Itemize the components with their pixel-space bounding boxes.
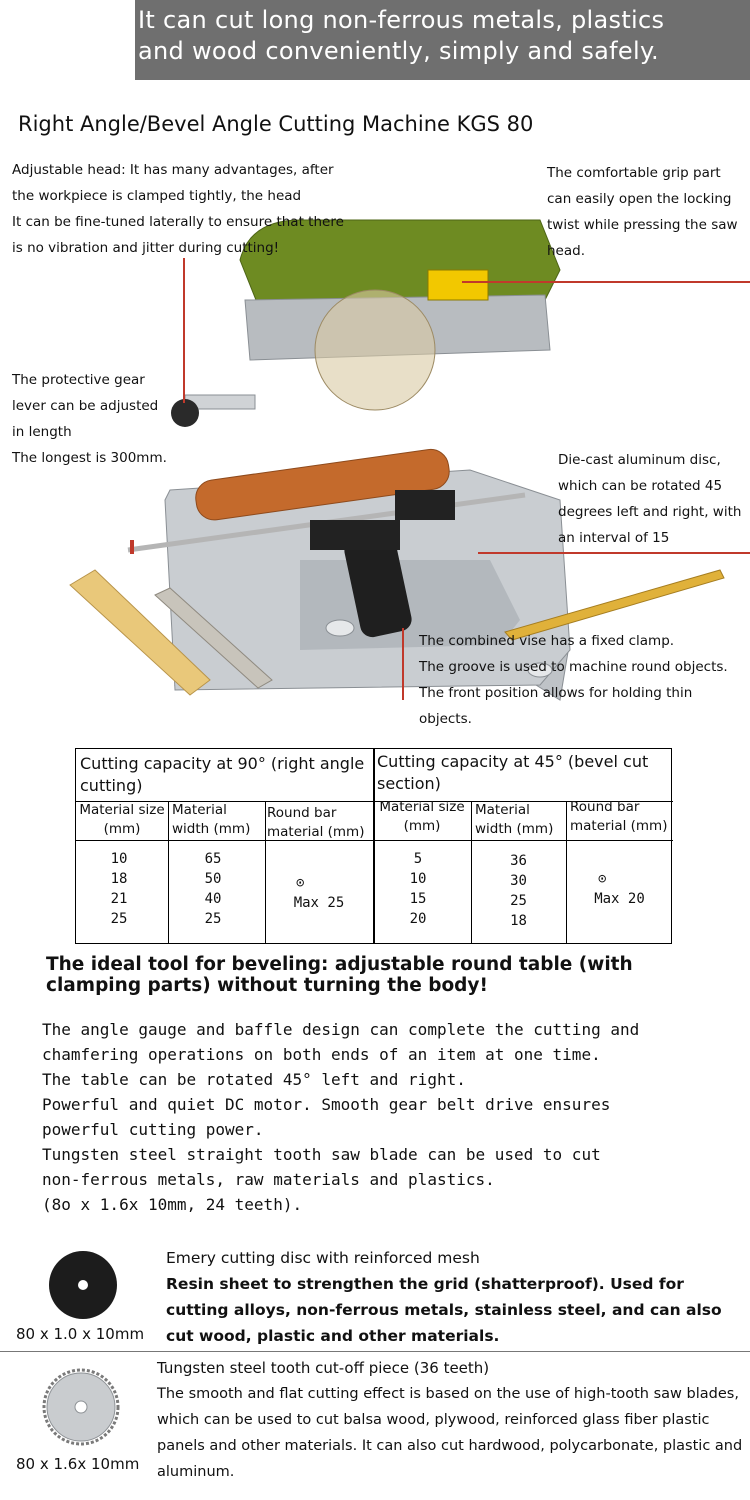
annotation-line: can easily open the locking — [547, 191, 732, 207]
annotation-line: which can be rotated 45 — [558, 478, 723, 494]
col-round-90 — [265, 873, 373, 913]
product-2-title: Tungsten steel tooth cut-off piece (36 teeth) — [157, 1359, 490, 1377]
annotation-line: The comfortable grip part — [547, 165, 721, 181]
description-line: non-ferrous metals, raw materials and plastics. — [42, 1170, 495, 1189]
col-header-width: Material width (mm) — [475, 802, 554, 837]
banner-line-2: and wood conveniently, simply and safely. — [138, 37, 659, 65]
col-header-size: Material size (mm) — [379, 799, 465, 834]
product-2-description: The smooth and flat cutting effect is based on the use of high-tooth saw blades, which can be used to cut balsa wood, plywood, reinforced glass fiber plastic panels and other materials. It can also cut hardwood, polycarbonate, plastic and aluminum. — [157, 1386, 743, 1480]
description-line: powerful cutting power. — [42, 1120, 264, 1139]
saw-blade-image — [42, 1368, 120, 1446]
table-group-title-90: Cutting capacity at 90° (right angle cutting) — [80, 754, 365, 795]
round-symbol: ⊙ — [598, 871, 607, 887]
annotation-line: head. — [547, 243, 585, 259]
table-cell: 25 — [204, 911, 222, 927]
annotation-line: The combined vise has a fixed clamp. — [419, 633, 675, 649]
col-header-round: Round bar material (mm) — [267, 805, 365, 840]
round-symbol: ⊙ — [296, 875, 305, 891]
callout-line-vise — [402, 628, 404, 700]
top-banner — [135, 0, 750, 80]
annotation-line: degrees left and right, with — [558, 504, 742, 520]
product-1-size: 80 x 1.0 x 10mm — [16, 1325, 145, 1343]
col-widths-90 — [168, 849, 258, 929]
table-cell: 10 — [409, 871, 427, 887]
annotation-line: in length — [12, 424, 72, 440]
banner-line-1: It can cut long non-ferrous metals, plastics — [138, 6, 665, 34]
description-line: chamfering operations on both ends of an item at one time. — [42, 1045, 601, 1064]
annotation-line: is no vibration and jitter during cutting! — [12, 240, 280, 256]
callout-line-disc — [478, 552, 750, 554]
table-cell: Max 20 — [594, 891, 645, 907]
product-1-description: Resin sheet to strengthen the grid (shatterproof). Used for cutting alloys, non-ferrous metals, stainless steel, and can also cut wood, plastic and other materials. — [166, 1275, 722, 1345]
product-1-title: Emery cutting disc with reinforced mesh — [166, 1249, 480, 1267]
table-cell: 25 — [510, 893, 527, 909]
annotation-line: The groove is used to machine round objects. — [419, 659, 728, 675]
table-cell: 15 — [409, 891, 427, 907]
table-cell: 30 — [510, 873, 527, 889]
feature-description — [42, 1017, 742, 1217]
table-rule — [265, 801, 266, 943]
annotation-line: Adjustable head: It has many advantages, after — [12, 162, 334, 178]
table-cell: 65 — [204, 851, 222, 867]
grip-part — [428, 270, 488, 300]
cutting-capacity-table — [75, 748, 672, 944]
description-line: The table can be rotated 45° left and right. — [42, 1070, 466, 1089]
col-header-size: Material size (mm) — [79, 802, 165, 837]
annotation-line: The protective gear — [12, 372, 145, 388]
annotation-gear-lever — [12, 367, 192, 471]
annotation-vise — [419, 628, 749, 732]
col-round-45 — [566, 869, 673, 909]
annotation-grip — [547, 160, 750, 264]
product-2-size: 80 x 1.6x 10mm — [16, 1455, 140, 1473]
table-cell: 5 — [413, 851, 423, 867]
col-sizes-90 — [76, 849, 162, 929]
table-cell: 10 — [110, 851, 128, 867]
col-header-width: Material width (mm) — [172, 802, 251, 837]
product-title: Right Angle/Bevel Angle Cutting Machine KGS 80 — [18, 112, 534, 136]
annotation-line: Die-cast aluminum disc, — [558, 452, 721, 468]
callout-line-grip — [462, 281, 750, 283]
blade-hole — [75, 1401, 87, 1413]
vise-clamp — [395, 490, 455, 520]
annotation-line: an interval of 15 — [558, 530, 670, 546]
annotation-line: twist while pressing the saw — [547, 217, 738, 233]
callout-marker-lever — [130, 540, 134, 554]
table-cell: 20 — [409, 911, 427, 927]
table-cell: 50 — [204, 871, 222, 887]
table-cell: 40 — [204, 891, 222, 907]
mount-hole — [326, 620, 354, 636]
vise-clamp — [310, 520, 400, 550]
table-cell: 36 — [510, 853, 527, 869]
table-group-title-45: Cutting capacity at 45° (bevel cut section) — [377, 752, 649, 793]
description-line: Tungsten steel straight tooth saw blade can be used to cut — [42, 1145, 601, 1164]
ideal-tool-heading: The ideal tool for beveling: adjustable round table (with clamping parts) without turning the body! — [46, 954, 633, 996]
annotation-line: It can be fine-tuned laterally to ensure that there — [12, 214, 344, 230]
description-line: (8o x 1.6x 10mm, 24 teeth). — [42, 1195, 303, 1214]
col-sizes-45 — [373, 849, 463, 929]
emery-disc-image — [47, 1249, 119, 1321]
table-cell: 18 — [110, 871, 128, 887]
annotation-line: The front position allows for holding thin — [419, 685, 693, 701]
annotation-adjustable-head — [12, 157, 372, 261]
annotation-line: the workpiece is clamped tightly, the head — [12, 188, 302, 204]
table-cell: 21 — [110, 891, 128, 907]
col-header-round: Round bar material (mm) — [570, 799, 668, 834]
table-cell: Max 25 — [293, 895, 345, 911]
table-rule — [76, 840, 673, 841]
saw-blade-guard — [315, 290, 435, 410]
table-cell: 18 — [510, 913, 527, 929]
description-line: The angle gauge and baffle design can complete the cutting and — [42, 1020, 640, 1039]
col-widths-45 — [471, 851, 566, 931]
disc-hole — [78, 1280, 88, 1290]
table-cell: 25 — [110, 911, 128, 927]
annotation-line: The longest is 300mm. — [12, 450, 167, 466]
annotation-line: lever can be adjusted — [12, 398, 159, 414]
description-line: Powerful and quiet DC motor. Smooth gear belt drive ensures — [42, 1095, 611, 1114]
annotation-disc — [558, 447, 750, 551]
section-divider — [0, 1351, 750, 1352]
annotation-line: objects. — [419, 711, 472, 727]
